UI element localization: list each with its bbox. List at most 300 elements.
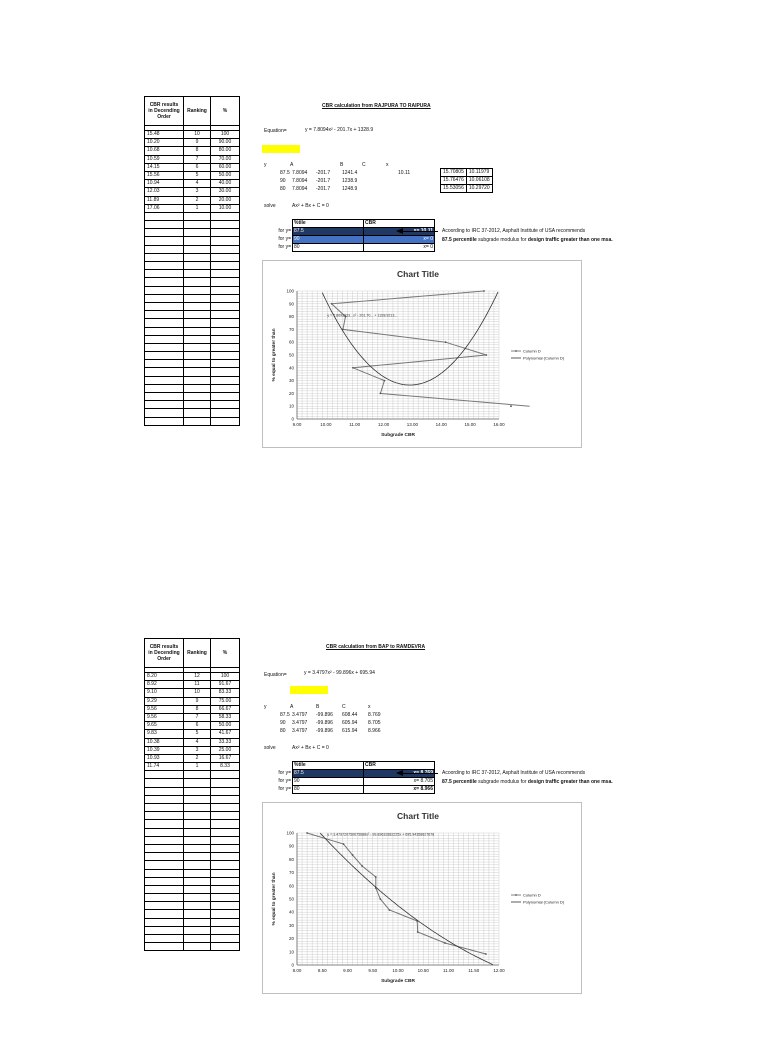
y-tick-label: 90 bbox=[288, 843, 294, 849]
empty-row bbox=[145, 278, 240, 286]
note-percentile: 87.5 percentile bbox=[442, 237, 477, 243]
solve-x: x= 8.966 bbox=[364, 786, 435, 794]
cbr-value: 9.83 bbox=[145, 730, 184, 738]
coef-cell: 3.4797 bbox=[292, 712, 308, 718]
cbr-value: 11.89 bbox=[145, 196, 184, 204]
legend-label: Column D bbox=[523, 348, 541, 354]
empty-row bbox=[145, 262, 240, 270]
x-tick-label: 10.00 bbox=[392, 968, 404, 973]
percent-value: 80.00 bbox=[211, 147, 240, 155]
coef-header-y: y bbox=[264, 162, 267, 168]
y-tick-label: 40 bbox=[288, 365, 294, 371]
solve-row-label: for y= bbox=[278, 770, 291, 776]
equation: y = 3.4797x² - 99.896x + 695.94 bbox=[304, 670, 375, 676]
solve-label: solve bbox=[264, 203, 276, 209]
empty-row bbox=[145, 311, 240, 319]
table-row bbox=[145, 738, 240, 746]
chart-title: Chart Title bbox=[397, 269, 439, 279]
y-tick-label: 0 bbox=[291, 416, 294, 422]
cbr-value: 12.03 bbox=[145, 188, 184, 196]
cbr-value: 9.65 bbox=[145, 722, 184, 730]
ranking-rows bbox=[145, 126, 240, 426]
rank-value: 2 bbox=[184, 754, 211, 762]
coef-cell: 7.8094 bbox=[292, 170, 308, 176]
cbr-value: 9.56 bbox=[145, 713, 184, 721]
coef-cell: 7.8094 bbox=[292, 186, 308, 192]
empty-row bbox=[145, 812, 240, 820]
result-cell: 15.70805 bbox=[441, 169, 467, 177]
x-tick-label: 13.00 bbox=[406, 422, 419, 427]
empty-row bbox=[145, 779, 240, 787]
table-row bbox=[145, 746, 240, 754]
cbr-value: 17.06 bbox=[145, 204, 184, 212]
table-row bbox=[145, 697, 240, 705]
x-tick-label: 16.00 bbox=[493, 422, 505, 427]
percent-value: 66.67 bbox=[211, 705, 240, 713]
cbr-value: 14.15 bbox=[145, 163, 184, 171]
y-tick-label: 70 bbox=[288, 326, 294, 332]
percent-value: 50.00 bbox=[211, 171, 240, 179]
calc-title: CBR calculation from BAP to RAMDEVRA bbox=[326, 644, 426, 650]
empty-row bbox=[145, 836, 240, 844]
solve-header-cbr: CBR bbox=[364, 220, 435, 228]
solve-equation: Ax² + Bx + C = 0 bbox=[292, 745, 329, 751]
y-tick-label: 20 bbox=[288, 390, 294, 396]
solve-table bbox=[264, 219, 435, 252]
y-axis-label: % equal to greater than bbox=[272, 328, 277, 382]
solve-header-cbr: CBR bbox=[364, 762, 435, 770]
rank-value: 3 bbox=[184, 188, 211, 196]
x-tick-label: 14.00 bbox=[435, 422, 447, 427]
empty-row bbox=[145, 787, 240, 795]
empty-row bbox=[145, 828, 240, 836]
data-point bbox=[510, 405, 512, 407]
cbr-ranking-table bbox=[144, 638, 240, 951]
empty-row bbox=[145, 853, 240, 861]
empty-row bbox=[145, 253, 240, 261]
coef-cell: 608.44 bbox=[342, 712, 358, 718]
header-cbr: CBR results in Decending Order bbox=[145, 97, 184, 126]
trendline-polynomial bbox=[322, 292, 498, 385]
data-point bbox=[352, 854, 354, 856]
rank-value: 9 bbox=[184, 697, 211, 705]
empty-row bbox=[145, 877, 240, 885]
cbr-value: 11.74 bbox=[145, 763, 184, 771]
chart-plot bbox=[263, 803, 581, 993]
note-traffic: design traffic greater than one msa. bbox=[527, 779, 613, 785]
solve-x: x= 0 bbox=[364, 244, 435, 252]
empty-row bbox=[145, 286, 240, 294]
rank-value: 9 bbox=[184, 139, 211, 147]
x-tick-label: 15.00 bbox=[464, 422, 476, 427]
data-point bbox=[331, 303, 333, 305]
coef-header-x: x bbox=[368, 704, 371, 710]
data-point bbox=[384, 380, 386, 382]
solve-header-percentile: %tile bbox=[293, 762, 364, 770]
series-line-column-d bbox=[332, 291, 530, 406]
percent-value: 75.00 bbox=[211, 697, 240, 705]
data-point bbox=[306, 832, 308, 834]
table-row bbox=[145, 180, 240, 188]
table-row bbox=[145, 171, 240, 179]
empty-row bbox=[145, 844, 240, 852]
solve-y: 87.5 bbox=[293, 228, 364, 236]
data-point bbox=[379, 898, 381, 900]
coef-cell: -201.7 bbox=[316, 186, 331, 192]
empty-row bbox=[145, 352, 240, 360]
empty-row bbox=[145, 771, 240, 779]
trendline-equation: y = 3.479720750675688x² - 99.89632882225x + 695.94358627678 bbox=[327, 832, 435, 837]
y-tick-label: 40 bbox=[288, 909, 294, 915]
percent-value: 58.33 bbox=[211, 713, 240, 721]
solve-y: 87.5 bbox=[293, 770, 364, 778]
chart-title: Chart Title bbox=[397, 811, 439, 821]
solve-equation: Ax² + Bx + C = 0 bbox=[292, 203, 329, 209]
coef-cell: 1241.4 bbox=[342, 170, 358, 176]
rank-value: 10 bbox=[184, 689, 211, 697]
highlight-cell bbox=[262, 145, 300, 153]
results-table bbox=[440, 168, 493, 193]
solve-row-label: for y= bbox=[278, 228, 291, 234]
empty-row bbox=[145, 302, 240, 310]
empty-row bbox=[145, 869, 240, 877]
empty-row bbox=[145, 270, 240, 278]
equation-label: Equation= bbox=[264, 128, 287, 134]
header-percent: % bbox=[211, 97, 240, 126]
data-point bbox=[483, 290, 485, 292]
header-percent: % bbox=[211, 639, 240, 668]
percent-value: 83.33 bbox=[211, 689, 240, 697]
cbr-value: 9.10 bbox=[145, 689, 184, 697]
rank-value: 8 bbox=[184, 147, 211, 155]
coef-cell: 3.4797 bbox=[292, 728, 308, 734]
cbr-value: 10.94 bbox=[145, 180, 184, 188]
solve-y: 90 bbox=[293, 236, 364, 244]
calc-title: CBR calculation from RAJPURA TO RAIPURA bbox=[322, 103, 431, 109]
empty-row bbox=[145, 926, 240, 934]
y-tick-label: 30 bbox=[288, 378, 294, 384]
table-row bbox=[145, 155, 240, 163]
coef-header-a: A bbox=[290, 704, 294, 710]
equation: y = 7.8094x² - 201.7x + 1328.9 bbox=[305, 127, 374, 133]
table-row bbox=[145, 722, 240, 730]
data-point bbox=[375, 876, 377, 878]
rank-value: 5 bbox=[184, 730, 211, 738]
rank-value: 7 bbox=[184, 713, 211, 721]
cbr-value: 10.38 bbox=[145, 738, 184, 746]
percent-value: 33.33 bbox=[211, 738, 240, 746]
note-mid: subgrade modulus for bbox=[476, 237, 528, 243]
rank-value: 12 bbox=[184, 673, 211, 681]
cbr-value: 8.92 bbox=[145, 681, 184, 689]
note-mid: subgrade modulus for bbox=[476, 779, 528, 785]
y-tick-label: 80 bbox=[288, 314, 294, 320]
coef-cell: 90 bbox=[280, 178, 286, 184]
table-row bbox=[145, 163, 240, 171]
data-point bbox=[444, 942, 446, 944]
cbr-value: 10.20 bbox=[145, 139, 184, 147]
note-line2 bbox=[442, 779, 613, 785]
coef-cell: -99.896 bbox=[316, 720, 333, 726]
note-line1: Acoording to IRC 37-2012, Asphalt Institute of USA recommends bbox=[442, 228, 586, 234]
solve-row-label: for y= bbox=[278, 244, 291, 250]
equation-label: Equation= bbox=[264, 672, 287, 678]
coef-header-y: y bbox=[264, 704, 267, 710]
percent-value: 41.67 bbox=[211, 730, 240, 738]
highlight-cell bbox=[290, 686, 328, 694]
data-point bbox=[485, 354, 487, 356]
empty-row bbox=[145, 335, 240, 343]
empty-row bbox=[145, 417, 240, 425]
coef-cell: 605.94 bbox=[342, 720, 358, 726]
empty-row bbox=[145, 401, 240, 409]
solve-row-label: for y= bbox=[278, 236, 291, 242]
cbr-value: 9.56 bbox=[145, 705, 184, 713]
solve-x: x= 0 bbox=[364, 236, 435, 244]
percent-value: 60.00 bbox=[211, 163, 240, 171]
empty-row bbox=[145, 409, 240, 417]
legend-label: Polynomial (Column D) bbox=[523, 899, 565, 905]
table-row bbox=[145, 131, 240, 139]
cbr-value: 15.48 bbox=[145, 131, 184, 139]
empty-row bbox=[145, 894, 240, 902]
note-line2 bbox=[442, 237, 613, 243]
solve-y: 80 bbox=[293, 786, 364, 794]
coef-cell: 87.5 bbox=[280, 712, 290, 718]
sheet-bap bbox=[0, 540, 768, 1052]
coef-cell: -201.7 bbox=[316, 170, 331, 176]
empty-row bbox=[145, 368, 240, 376]
y-tick-label: 100 bbox=[286, 288, 294, 294]
percent-value: 90.00 bbox=[211, 139, 240, 147]
y-tick-label: 90 bbox=[288, 301, 294, 307]
y-tick-label: 10 bbox=[288, 949, 294, 955]
table-row bbox=[145, 763, 240, 771]
sheet-rajpura bbox=[0, 0, 768, 512]
solve-label: solve bbox=[264, 745, 276, 751]
empty-row bbox=[145, 319, 240, 327]
empty-row bbox=[145, 902, 240, 910]
y-tick-label: 60 bbox=[288, 883, 294, 889]
y-tick-label: 70 bbox=[288, 870, 294, 876]
empty-row bbox=[145, 820, 240, 828]
table-row bbox=[145, 713, 240, 721]
empty-row bbox=[145, 212, 240, 220]
table-row bbox=[145, 139, 240, 147]
cbr-value: 10.93 bbox=[145, 754, 184, 762]
x-axis-label: Subgrade CBR bbox=[381, 979, 415, 984]
ranking-rows bbox=[145, 668, 240, 951]
table-row bbox=[145, 689, 240, 697]
cbr-value: 9.29 bbox=[145, 697, 184, 705]
solve-table bbox=[264, 761, 435, 794]
coef-cell: 3.4797 bbox=[292, 720, 308, 726]
x-tick-label: 8.00 bbox=[292, 968, 302, 973]
arrow-line bbox=[402, 231, 438, 232]
data-point bbox=[361, 865, 363, 867]
rank-value: 11 bbox=[184, 681, 211, 689]
empty-row bbox=[145, 294, 240, 302]
coef-cell: 10.11 bbox=[398, 170, 411, 176]
percent-value: 100 bbox=[211, 673, 240, 681]
empty-row bbox=[145, 804, 240, 812]
x-tick-label: 9.50 bbox=[368, 968, 378, 973]
empty-row bbox=[145, 376, 240, 384]
empty-row bbox=[145, 229, 240, 237]
header-ranking: Ranking bbox=[184, 639, 211, 668]
coef-header-c: C bbox=[342, 704, 346, 710]
empty-row bbox=[145, 384, 240, 392]
rank-value: 6 bbox=[184, 722, 211, 730]
header-ranking: Ranking bbox=[184, 97, 211, 126]
rank-value: 10 bbox=[184, 131, 211, 139]
coef-cell: 80 bbox=[280, 728, 286, 734]
coef-cell: 90 bbox=[280, 720, 286, 726]
legend-label: Column D bbox=[523, 892, 541, 898]
y-tick-label: 80 bbox=[288, 856, 294, 862]
result-cell: 15.76476 bbox=[441, 177, 467, 185]
solve-x: x= 8.705 bbox=[364, 778, 435, 786]
result-cell: 10.29720 bbox=[466, 185, 492, 193]
data-point bbox=[352, 367, 354, 369]
rank-value: 8 bbox=[184, 705, 211, 713]
solve-row-label: for y= bbox=[278, 786, 291, 792]
empty-row bbox=[145, 795, 240, 803]
percent-value: 100 bbox=[211, 131, 240, 139]
rank-value: 4 bbox=[184, 180, 211, 188]
data-point bbox=[389, 909, 391, 911]
cbr-value: 10.68 bbox=[145, 147, 184, 155]
coef-cell: 87.5 bbox=[280, 170, 290, 176]
empty-row bbox=[145, 861, 240, 869]
table-row bbox=[145, 730, 240, 738]
cbr-ranking-table bbox=[144, 96, 240, 426]
legend-marker bbox=[515, 350, 517, 352]
y-axis-label: % equal to greater than bbox=[272, 872, 277, 926]
empty-row bbox=[145, 910, 240, 918]
percent-value: 40.00 bbox=[211, 180, 240, 188]
coef-header-b: B bbox=[340, 162, 344, 168]
coef-cell: 80 bbox=[280, 186, 286, 192]
percent-value: 8.33 bbox=[211, 763, 240, 771]
empty-row bbox=[145, 360, 240, 368]
coef-cell: 1248.9 bbox=[342, 186, 358, 192]
x-tick-label: 11.50 bbox=[468, 968, 480, 973]
percent-value: 25.00 bbox=[211, 746, 240, 754]
coef-cell: 1238.9 bbox=[342, 178, 358, 184]
y-tick-label: 50 bbox=[288, 896, 294, 902]
result-cell: 10.11979 bbox=[466, 169, 492, 177]
x-tick-label: 8.50 bbox=[317, 968, 327, 973]
percent-value: 16.67 bbox=[211, 754, 240, 762]
empty-row bbox=[145, 393, 240, 401]
percent-value: 50.00 bbox=[211, 722, 240, 730]
data-point bbox=[417, 931, 419, 933]
table-row bbox=[145, 196, 240, 204]
table-row bbox=[145, 754, 240, 762]
rank-value: 2 bbox=[184, 196, 211, 204]
coef-header-x: x bbox=[386, 162, 389, 168]
rank-value: 6 bbox=[184, 163, 211, 171]
result-cell: 10.06108 bbox=[466, 177, 492, 185]
rank-value: 1 bbox=[184, 204, 211, 212]
coef-cell: 8.966 bbox=[368, 728, 381, 734]
y-tick-label: 30 bbox=[288, 922, 294, 928]
rank-value: 4 bbox=[184, 738, 211, 746]
cbr-chart bbox=[262, 802, 582, 994]
empty-row bbox=[145, 885, 240, 893]
result-cell: 15.53056 bbox=[441, 185, 467, 193]
empty-row bbox=[145, 221, 240, 229]
note-percentile: 87.5 percentile bbox=[442, 779, 477, 785]
coef-cell: -99.896 bbox=[316, 728, 333, 734]
coef-header-c: C bbox=[362, 162, 366, 168]
x-tick-label: 11.00 bbox=[349, 422, 361, 427]
coef-cell: 8.769 bbox=[368, 712, 381, 718]
coef-cell: -201.7 bbox=[316, 178, 331, 184]
empty-row bbox=[145, 237, 240, 245]
y-tick-label: 60 bbox=[288, 339, 294, 345]
empty-row bbox=[145, 918, 240, 926]
y-tick-label: 0 bbox=[291, 962, 294, 968]
x-tick-label: 12.00 bbox=[493, 968, 505, 973]
x-tick-label: 9.00 bbox=[292, 422, 302, 427]
percent-value: 91.67 bbox=[211, 681, 240, 689]
coef-cell: 8.705 bbox=[368, 720, 381, 726]
solve-header-percentile: %tile bbox=[293, 220, 364, 228]
percent-value: 10.00 bbox=[211, 204, 240, 212]
x-tick-label: 12.00 bbox=[377, 422, 390, 427]
cbr-value: 15.56 bbox=[145, 171, 184, 179]
table-row bbox=[145, 673, 240, 681]
cbr-value: 8.20 bbox=[145, 673, 184, 681]
table-row bbox=[145, 204, 240, 212]
rank-value: 5 bbox=[184, 171, 211, 179]
chart-plot bbox=[263, 261, 581, 447]
empty-row bbox=[145, 935, 240, 943]
solve-row-label: for y= bbox=[278, 778, 291, 784]
x-tick-label: 11.00 bbox=[443, 968, 454, 973]
table-row bbox=[145, 147, 240, 155]
coef-cell: -99.896 bbox=[316, 712, 333, 718]
solve-y: 90 bbox=[293, 778, 364, 786]
percent-value: 20.00 bbox=[211, 196, 240, 204]
trendline-equation: y = 7.8093933...x² - 201.70... + 1328.9213... bbox=[327, 313, 398, 318]
empty-row bbox=[145, 327, 240, 335]
data-point bbox=[445, 341, 447, 343]
header-cbr: CBR results in Decending Order bbox=[145, 639, 184, 668]
arrow-line bbox=[402, 773, 438, 774]
rank-value: 1 bbox=[184, 763, 211, 771]
data-point bbox=[343, 843, 345, 845]
empty-row bbox=[145, 245, 240, 253]
coef-cell: 7.8094 bbox=[292, 178, 308, 184]
data-point bbox=[379, 393, 381, 395]
x-tick-label: 10.00 bbox=[320, 422, 332, 427]
empty-row bbox=[145, 943, 240, 951]
data-point bbox=[485, 953, 487, 955]
x-axis-label: Subgrade CBR bbox=[381, 433, 415, 438]
legend-marker bbox=[515, 894, 517, 896]
x-tick-label: 9.00 bbox=[343, 968, 352, 973]
cbr-chart bbox=[262, 260, 582, 448]
note-line1: Acoording to IRC 37-2012, Asphalt Institute of USA recommends bbox=[442, 770, 586, 776]
table-row bbox=[145, 705, 240, 713]
note-traffic: design traffic greater than one msa. bbox=[527, 237, 613, 243]
table-row bbox=[145, 681, 240, 689]
x-tick-label: 10.50 bbox=[417, 968, 429, 973]
percent-value: 30.00 bbox=[211, 188, 240, 196]
